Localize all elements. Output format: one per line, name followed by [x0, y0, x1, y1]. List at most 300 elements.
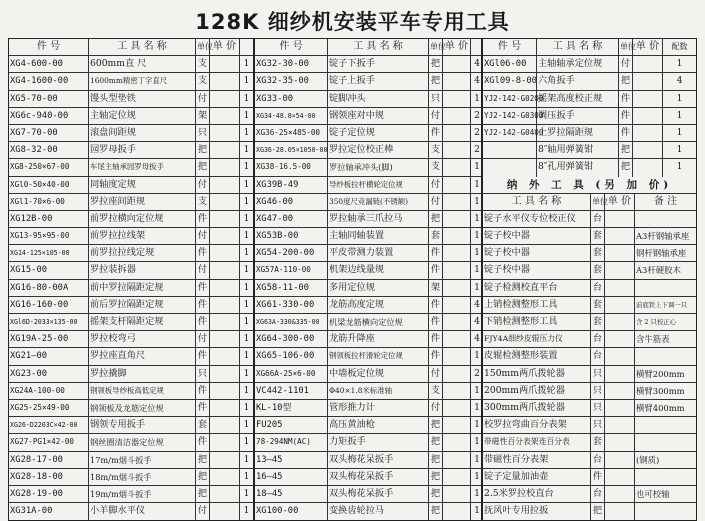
qty-cell: 4: [474, 58, 480, 70]
unit-cell: 套: [196, 417, 210, 433]
price-cell: [210, 366, 240, 382]
table-row: [255, 91, 481, 108]
part-number-cell: XG4-600-00: [9, 56, 89, 72]
table-row: [255, 331, 481, 348]
qty-cell: 1: [243, 367, 250, 379]
table-row: [9, 73, 253, 90]
price-cell: [443, 452, 471, 468]
header-price: 单 价: [210, 39, 240, 55]
qty-cell: 1: [676, 109, 683, 121]
part-number-cell: XG33-00: [255, 91, 328, 107]
table-header-2: [255, 39, 481, 56]
tool-name-cell: 同轴度定规: [89, 177, 196, 193]
part-number-cell: XG25-25×49-00: [9, 400, 89, 416]
header-part-no: 件 号: [483, 39, 537, 55]
header-price: 单 价: [633, 39, 663, 55]
price-cell: [443, 503, 471, 520]
unit-cell: 件: [196, 314, 210, 330]
unit-cell: 套: [429, 228, 443, 244]
qty-cell: 1: [243, 58, 250, 70]
unit-cell: 架: [196, 108, 210, 124]
part-number-cell: [483, 159, 537, 176]
unit-cell: 件: [196, 297, 210, 313]
price-cell: [443, 280, 471, 296]
tool-table-section-2: [254, 38, 482, 521]
price-cell: [443, 245, 471, 261]
unit-cell: 把: [619, 159, 633, 176]
tool-name-cell: 钢领板拉杆滑轮定位规: [328, 348, 429, 364]
unit-cell: 只: [591, 383, 605, 399]
part-number-cell: XG34-48.8×54-00: [255, 108, 328, 124]
price-cell: [605, 331, 635, 347]
tool-name-cell: 双头梅花呆扳手: [328, 486, 429, 502]
tool-name-cell: 机梁龙筋横向定位规: [328, 314, 429, 330]
tool-name-cell: 高压黄油枪: [328, 417, 429, 433]
part-number-cell: XG28-19-00: [9, 486, 89, 502]
table-row: [9, 503, 253, 520]
price-cell: [605, 452, 635, 468]
part-number-cell: XGl0-50×40-00: [9, 177, 89, 193]
table-row: [255, 280, 481, 297]
price-cell: [210, 417, 240, 433]
price-cell: [605, 366, 635, 382]
tool-name-cell: 罗拉座直角尺: [89, 348, 196, 364]
price-cell: [605, 503, 635, 520]
tool-name-cell: 前罗拉拉线定规: [89, 245, 196, 261]
price-cell: [210, 194, 240, 210]
price-cell: [210, 211, 240, 227]
qty-cell: 1: [474, 92, 480, 104]
unit-cell: 件: [196, 400, 210, 416]
table-row: [483, 142, 696, 159]
part-number-cell: XG16-80-00A: [9, 280, 89, 296]
unit-cell: 把: [429, 56, 443, 72]
table-row: [255, 228, 481, 245]
unit-cell: 支: [429, 383, 443, 399]
table-row: [255, 400, 481, 417]
header-unit: 单位: [619, 39, 633, 55]
qty-cell: 1: [243, 230, 250, 242]
table-row: [483, 297, 696, 314]
unit-cell: 件: [429, 314, 443, 330]
tool-name-cell: 锭子上扳手: [328, 73, 429, 89]
tool-name-cell: 小羊脚水平仪: [89, 503, 196, 520]
part-number-cell: XG5-70-00: [9, 91, 89, 107]
price-cell: [443, 194, 471, 210]
unit-cell: 件: [619, 91, 633, 107]
part-number-cell: XG4-1600-00: [9, 73, 89, 89]
table-row: [9, 434, 253, 451]
qty-cell: 4: [474, 75, 480, 87]
price-cell: [210, 142, 240, 158]
table-row: [255, 452, 481, 469]
table-row: [483, 331, 696, 348]
price-cell: [443, 297, 471, 313]
price-cell: [210, 73, 240, 89]
part-number-cell: XG26-D2203C×42-00: [9, 417, 89, 433]
unit-cell: 台: [591, 280, 605, 296]
unit-cell: 付: [196, 228, 210, 244]
qty-cell: 1: [474, 350, 480, 362]
tool-name-cell: 六角扳手: [537, 73, 619, 89]
outsourced-header: [483, 194, 696, 211]
table-row: [483, 434, 696, 451]
header-remark: 备 注: [653, 195, 678, 207]
part-number-cell: 16—45: [255, 469, 328, 485]
part-number-cell: XGl6D-2033×135-00: [9, 314, 89, 330]
part-number-cell: XG23-00: [9, 366, 89, 382]
unit-cell: 套: [591, 434, 605, 450]
part-number-cell: XG32-35-00: [255, 73, 328, 89]
qty-cell: 4: [474, 316, 480, 327]
table-row: [483, 452, 696, 469]
table-row: [9, 108, 253, 125]
table-row: [255, 142, 481, 159]
unit-cell: 件: [619, 108, 633, 124]
price-cell: [605, 434, 635, 450]
price-cell: [443, 91, 471, 107]
table-row: [483, 486, 696, 503]
unit-cell: 只: [591, 417, 605, 433]
price-cell: [605, 262, 635, 278]
qty-cell: 1: [474, 230, 480, 242]
unit-cell: 把: [591, 503, 605, 520]
tool-name-cell: 罗拉撬脚: [89, 366, 196, 382]
part-number-cell: XG61-330-00: [255, 297, 328, 313]
remark-cell: [635, 280, 696, 296]
part-number-cell: XG14-125×105-00: [9, 245, 89, 261]
remark-cell: [635, 503, 696, 520]
price-cell: [443, 469, 471, 485]
header-tool-name: 工 具 名 称: [328, 39, 429, 55]
table-row: [255, 108, 481, 125]
price-cell: [210, 125, 240, 141]
unit-cell: 把: [619, 142, 633, 158]
unit-cell: 把: [196, 159, 210, 175]
table-row: [9, 486, 253, 503]
qty-cell: 4: [676, 75, 683, 87]
table-row: [9, 245, 253, 262]
unit-cell: 套: [591, 297, 605, 313]
tool-name-cell: 200mm两爪拨轮器: [483, 383, 591, 399]
tool-name-cell: 锭子校中器: [483, 228, 591, 244]
unit-cell: 件: [619, 125, 633, 141]
outsourced-title: 纳 外 工 具 (另 加 价): [506, 178, 673, 191]
table-row: [255, 348, 481, 365]
tool-name-cell: 钢领板及龙筋定位规: [89, 400, 196, 416]
table-row: [9, 211, 253, 228]
part-number-cell: 18—45: [255, 486, 328, 502]
qty-cell: 1: [676, 58, 683, 70]
qty-cell: 1: [243, 212, 250, 224]
table-row: [255, 314, 481, 331]
price-cell: [443, 142, 471, 158]
tool-name-cell: 罗拉定位校正棒: [328, 142, 429, 158]
table-row: [483, 56, 696, 73]
price-cell: [443, 314, 471, 330]
tool-name-cell: 300mm两爪拨轮器: [483, 400, 591, 416]
qty-cell: 2: [474, 126, 480, 138]
part-number-cell: FU205: [255, 417, 328, 433]
part-number-cell: XG36-28.05×1050-00: [255, 142, 328, 158]
price-cell: [443, 348, 471, 364]
qty-cell: 1: [474, 247, 480, 259]
table-row: [483, 228, 696, 245]
qty-cell: 1: [474, 453, 480, 465]
part-number-cell: XG8-32-00: [9, 142, 89, 158]
tool-name-cell: 双头梅花呆扳手: [328, 469, 429, 485]
unit-cell: 付: [196, 91, 210, 107]
price-cell: [210, 56, 240, 72]
table-row: [255, 56, 481, 73]
tool-table-section-3: [482, 38, 697, 521]
table-row: [9, 469, 253, 486]
header-tool-name: 工 具 名 称: [537, 39, 619, 55]
tool-table-section-1: [8, 38, 254, 521]
table-row: [483, 348, 696, 365]
part-number-cell: XG65-106-00: [255, 348, 328, 364]
table-header-3: [483, 39, 696, 56]
qty-cell: 1: [474, 401, 480, 413]
remark-cell: [635, 211, 696, 227]
part-number-cell: XG31A-00: [9, 503, 89, 520]
tool-name-cell: 前罗拉横向定位规: [89, 211, 196, 227]
unit-cell: 件: [196, 280, 210, 296]
qty-cell: 1: [474, 419, 480, 431]
part-number-cell: XGl1-70×6-00: [9, 194, 89, 210]
tool-name-cell: 350度尺竞漏链(不锈额): [328, 194, 429, 210]
qty-cell: 1: [243, 75, 250, 87]
part-number-cell: YJ2-142-G0400: [483, 125, 537, 141]
remark-cell: [635, 434, 696, 450]
remark-cell: 含牛筋表: [636, 334, 670, 345]
unit-cell: 件: [196, 434, 210, 450]
price-cell: [633, 73, 663, 89]
table-row: [483, 73, 696, 90]
header-unit: 单位: [196, 39, 210, 55]
unit-cell: 付: [196, 503, 210, 520]
tool-name-cell: 龙筋高度定规: [328, 297, 429, 313]
price-cell: [210, 108, 240, 124]
price-cell: [443, 331, 471, 347]
tool-name-cell: 18m/m烟斗扳手: [89, 469, 196, 485]
qty-cell: 1: [243, 126, 250, 138]
unit-cell: 只: [591, 366, 605, 382]
tool-name-cell: 管形推力计: [328, 400, 429, 416]
qty-cell: 1: [243, 487, 250, 499]
table-row: [483, 366, 696, 383]
part-number-cell: KL-10型: [255, 400, 328, 416]
page-title: 128K 细纱机安装平车专用工具: [195, 10, 510, 34]
tool-name-cell: 19m/m烟斗扳手: [89, 486, 196, 502]
table-row: [483, 245, 696, 262]
part-number-cell: XG38-16.5-00: [255, 159, 328, 175]
part-number-cell: XG24A-100-00: [9, 383, 89, 399]
unit-cell: 把: [429, 211, 443, 227]
price-cell: [210, 503, 240, 520]
part-number-cell: XG100-00: [255, 503, 328, 520]
part-number-cell: 13—45: [255, 452, 328, 468]
qty-cell: 1: [676, 92, 683, 104]
tool-name-cell: Φ40×1.8米标准轴: [328, 383, 429, 399]
tool-name-cell: 平皮带测力装置: [328, 245, 429, 261]
table-row: [483, 503, 696, 520]
unit-cell: 把: [429, 452, 443, 468]
qty-cell: 1: [243, 436, 250, 448]
unit-cell: 付: [429, 400, 443, 416]
table-row: [255, 486, 481, 503]
tool-name-cell: 锭子下扳手: [328, 56, 429, 72]
table-row: [255, 125, 481, 142]
part-number-cell: [483, 142, 537, 158]
part-number-cell: XG19A-25-00: [9, 331, 89, 347]
header-unit: 单位: [591, 194, 605, 210]
price-cell: [210, 314, 240, 330]
part-number-cell: XG64-300-00: [255, 331, 328, 347]
unit-cell: 把: [196, 142, 210, 158]
unit-cell: 件: [196, 245, 210, 261]
qty-cell: 1: [474, 161, 480, 173]
tool-name-cell: 锭子水平仪专位校正仪: [483, 211, 591, 227]
table-row: [9, 331, 253, 348]
tool-name-cell: 锭子校中器: [483, 245, 591, 261]
price-cell: [443, 366, 471, 382]
table-row: [9, 297, 253, 314]
price-cell: [443, 108, 471, 124]
price-cell: [605, 469, 635, 485]
remark-cell: 含 2 只校正心: [636, 318, 677, 326]
header-part-no: 件 号: [9, 39, 89, 55]
price-cell: [443, 56, 471, 72]
qty-cell: 1: [676, 126, 683, 138]
tool-name-cell: 带磁性百分表架连百分表: [483, 434, 591, 450]
qty-cell: 1: [676, 161, 683, 173]
table-row: [255, 297, 481, 314]
tool-name-cell: 17m/m烟斗扳手: [89, 452, 196, 468]
part-number-cell: XG21—00: [9, 348, 89, 364]
unit-cell: 支: [196, 73, 210, 89]
header-price: 单 价: [443, 39, 471, 55]
tool-name-cell: 1600mm精密丁字直尺: [89, 73, 196, 89]
price-cell: [605, 486, 635, 502]
table-row: [9, 159, 253, 176]
tool-name-cell: 罗拉校弯弓: [89, 331, 196, 347]
unit-cell: 件: [196, 383, 210, 399]
part-number-cell: XG32-30-00: [255, 56, 328, 72]
table-header-1: [9, 39, 253, 56]
qty-cell: 1: [243, 505, 250, 517]
remark-cell: [635, 469, 696, 485]
part-number-cell: XG28-18-00: [9, 469, 89, 485]
price-cell: [443, 400, 471, 416]
price-cell: [210, 297, 240, 313]
price-cell: [605, 314, 635, 330]
tool-name-cell: 罗拉轴承冲头(脚): [328, 159, 429, 175]
tool-name-cell: 上罗拉隔距规: [537, 125, 619, 141]
unit-cell: 套: [591, 228, 605, 244]
table-row: [9, 280, 253, 297]
unit-cell: 支: [429, 142, 443, 158]
remark-cell: A3杆硬胶木: [636, 265, 681, 276]
unit-cell: 把: [429, 486, 443, 502]
unit-cell: 台: [591, 452, 605, 468]
price-cell: [210, 159, 240, 175]
part-number-cell: XG46-00: [255, 194, 328, 210]
tool-name-cell: FJY4A细纱皮辊压力仪: [483, 331, 591, 347]
price-cell: [443, 434, 471, 450]
part-number-cell: XG53B-00: [255, 228, 328, 244]
price-cell: [210, 262, 240, 278]
header-price: 单 价: [605, 194, 635, 210]
qty-cell: 1: [243, 264, 250, 276]
unit-cell: 件: [591, 469, 605, 485]
qty-cell: 1: [243, 333, 250, 345]
table-row: [483, 383, 696, 400]
tool-name-cell: 车尾主轴承园罗母扳手: [89, 159, 196, 175]
unit-cell: 套: [591, 245, 605, 261]
price-cell: [210, 348, 240, 364]
unit-cell: 套: [591, 262, 605, 278]
tool-name-cell: 锭脚冲头: [328, 91, 429, 107]
qty-cell: 1: [474, 178, 480, 190]
remark-cell: [635, 417, 696, 433]
price-cell: [210, 331, 240, 347]
qty-cell: 1: [474, 436, 480, 448]
unit-cell: 套: [591, 314, 605, 330]
qty-cell: 1: [474, 505, 480, 517]
qty-cell: 1: [243, 401, 250, 413]
unit-cell: 件: [429, 331, 443, 347]
unit-cell: 件: [196, 211, 210, 227]
table-row: [9, 125, 253, 142]
tool-name-cell: 导纱板拉杆横轮定位规: [328, 177, 429, 193]
header-unit: 单位: [429, 39, 443, 55]
unit-cell: 件: [429, 245, 443, 261]
tool-name-cell: 钢领专用扳手: [89, 417, 196, 433]
remark-cell: [635, 348, 696, 364]
qty-cell: 1: [243, 178, 250, 190]
header-qty: 配数: [671, 42, 688, 51]
part-number-cell: XG13-95×95-00: [9, 228, 89, 244]
price-cell: [605, 348, 635, 364]
tool-name-cell: 调压扳手: [537, 108, 619, 124]
qty-cell: 1: [676, 144, 683, 156]
part-number-cell: XG7-70-00: [9, 125, 89, 141]
tool-name-cell: 摇架支杆隔距定规: [89, 314, 196, 330]
tool-name-cell: 锭子定位规: [328, 125, 429, 141]
table-row: [255, 159, 481, 176]
unit-cell: 付: [429, 194, 443, 210]
table-row: [255, 177, 481, 194]
tool-name-cell: 带磁性百分表架: [483, 452, 591, 468]
table-row: [255, 469, 481, 486]
qty-cell: 1: [243, 298, 250, 310]
unit-cell: 付: [429, 177, 443, 193]
qty-cell: 1: [474, 384, 480, 396]
price-cell: [605, 400, 635, 416]
unit-cell: 件: [429, 125, 443, 141]
qty-cell: 2: [474, 109, 480, 121]
price-cell: [443, 159, 471, 175]
part-number-cell: YJ2-142-G0200: [483, 91, 537, 107]
unit-cell: 支: [196, 194, 210, 210]
table-row: [255, 245, 481, 262]
remark-cell: A3杆钢轴承座: [636, 231, 690, 242]
unit-cell: 把: [429, 73, 443, 89]
tool-name-cell: 抚风叶专用拉扳: [483, 503, 591, 520]
price-cell: [210, 383, 240, 399]
tool-name-cell: 钢领板导纱板高低定规: [89, 383, 196, 399]
